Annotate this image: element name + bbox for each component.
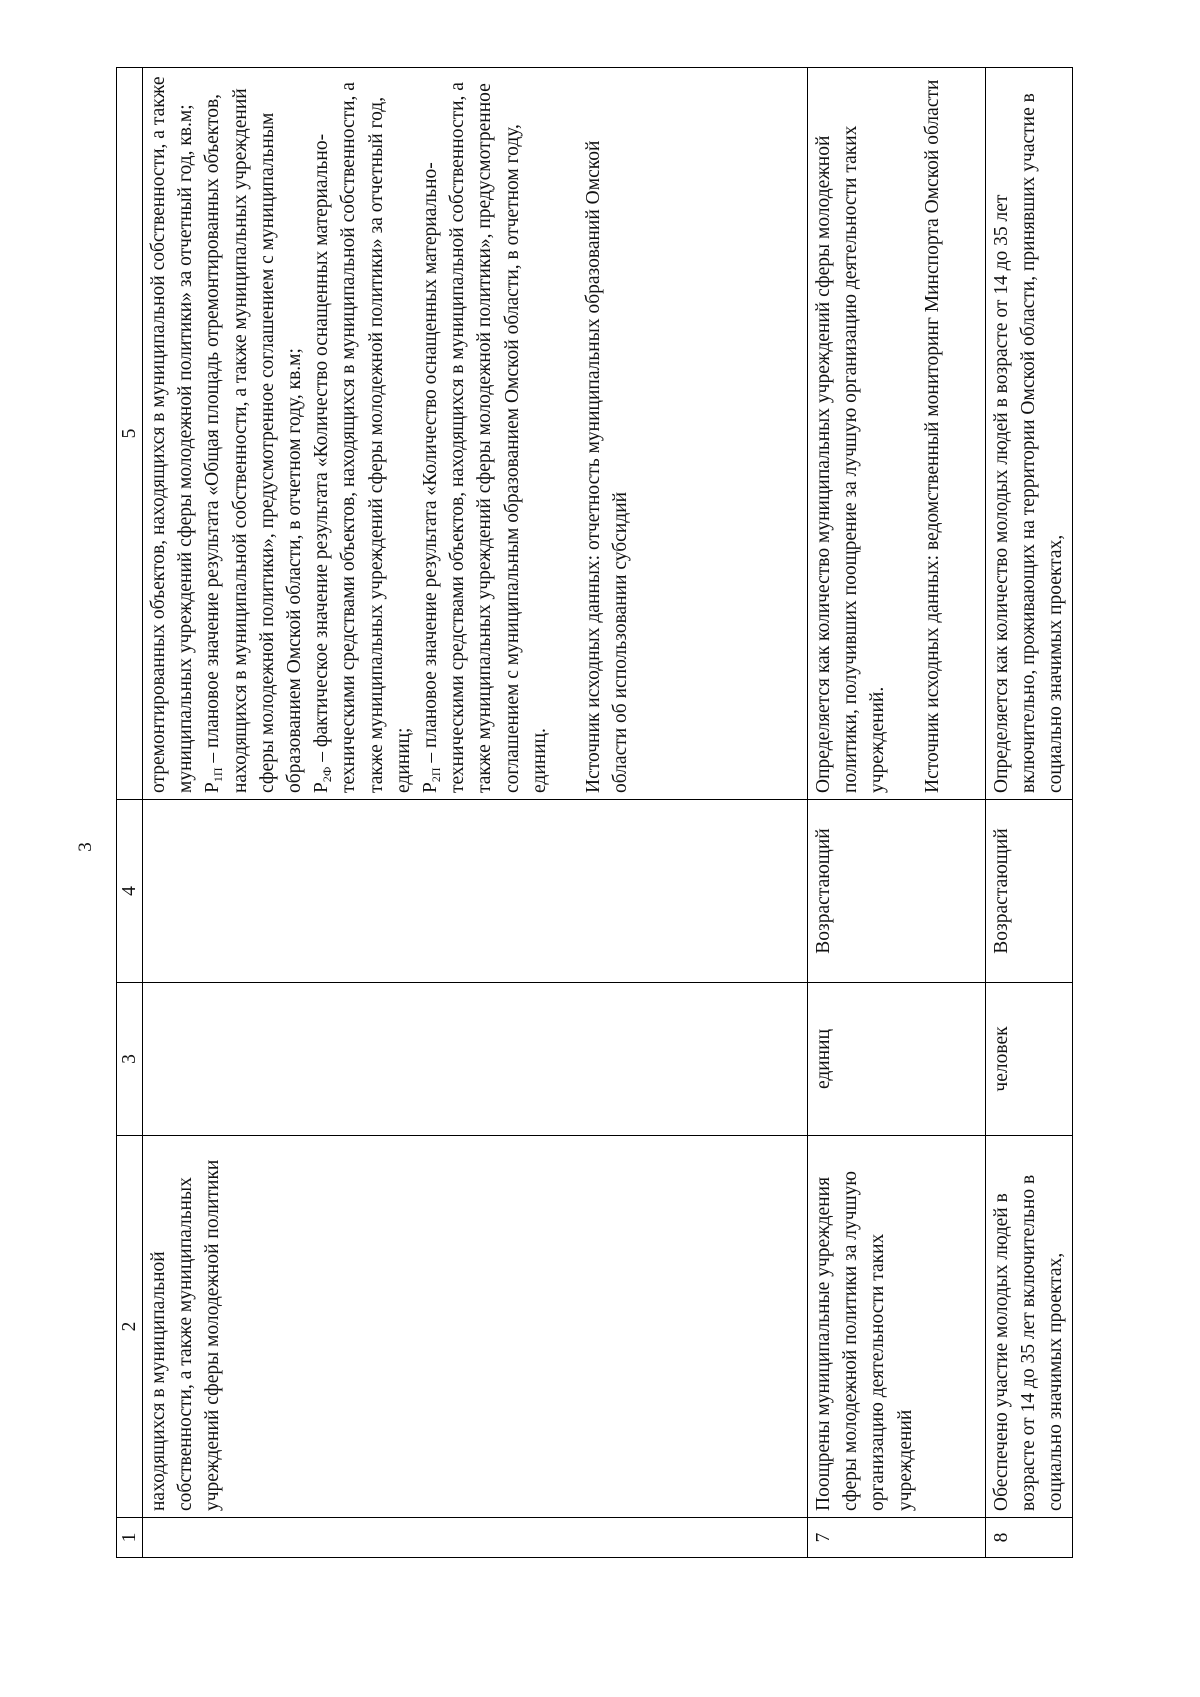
table-row — [808, 68, 986, 1558]
definition-cell — [986, 68, 1073, 800]
header-cell-1: 1 — [117, 1518, 143, 1558]
unit-cell — [143, 983, 808, 1136]
data-source-text: Источник исходных данных: отчетность муниципальных образований Омской области об использовании субсидий — [583, 140, 632, 793]
row-number: 7 — [808, 1518, 986, 1558]
definition-cell — [143, 68, 808, 800]
table-row — [143, 68, 808, 1558]
formula-variable-p2f: $P_{2Ф}$ – фактическое значение результата «Количество оснащенных материально-техническими средствами объектов, находящихся в муниципальной собственности, а также муниципальных учреждений сферы молодежной политики» за отчетный год, единиц; — [311, 82, 414, 793]
trend-cell — [143, 800, 808, 983]
formula-variable-p2p: $P_{2П}$ – плановое значение результата «Количество оснащенных материально-техническими средствами объектов, находящихся в муниципальной собственности, а также муниципальных учреждений сферы молодежной политики», предусмотренное соглашением с муниципальным образованием Омской области, в отчетном году, единиц. — [420, 82, 550, 793]
rotated-page-content — [116, 68, 1116, 1558]
row-number: 8 — [986, 1518, 1073, 1558]
row-number — [143, 1518, 808, 1558]
header-cell-4: 4 — [117, 800, 143, 983]
unit-cell: единиц — [808, 983, 986, 1136]
definition-text: Определяется как количество молодых людей в возрасте от 14 до 35 лет включительно, проживающих на территории Омской области, принявших участие в социально значимых проектах, — [991, 93, 1067, 793]
header-cell-3: 3 — [117, 983, 143, 1136]
definition-text: отремонтированных объектов, находящихся в муниципальной собственности, а также муниципальных учреждений сферы молодежной политики» за отчетный год, кв.м; — [148, 76, 197, 793]
trend-cell: Возрастающий — [808, 800, 986, 983]
indicator-name: Поощрены муниципальные учреждения сферы молодежной политики за лучшую организацию деятельности таких учреждений — [808, 1136, 986, 1518]
trend-cell: Возрастающий — [986, 800, 1073, 983]
table-header-row — [117, 68, 143, 1558]
variable-symbol: $P_{1П}$ — [202, 767, 226, 793]
definition-cell — [808, 68, 986, 800]
formula-variable-p1: $P_{1П}$ – плановое значение результата «Общая площадь отремонтированных объектов, находящихся в муниципальной собственности, а также муниципальных учреждений сферы молодежной политики», предусмотренное соглашением с муниципальным образованием Омской области, в отчетном году, кв.м; — [202, 88, 306, 793]
variable-symbol: $P_{2Ф}$ — [311, 766, 335, 793]
data-source-text: Источник исходных данных: ведомственный мониторинг Минспорта Омской области — [921, 79, 943, 793]
header-cell-5: 5 — [117, 68, 143, 800]
indicators-table — [116, 67, 1073, 1558]
table-row — [986, 68, 1073, 1558]
variable-symbol: $P_{2П}$ — [420, 767, 444, 793]
definition-text: Определяется как количество муниципальных учреждений сферы молодежной политики, получивших поощрение за лучшую организацию деятельности таких учреждений. — [813, 125, 889, 793]
header-cell-2: 2 — [117, 1136, 143, 1518]
indicator-name: находящихся в муниципальной собственности, а также муниципальных учреждений сферы молодежной политики — [143, 1136, 808, 1518]
unit-cell: человек — [986, 983, 1073, 1136]
page-number: 3 — [75, 842, 96, 852]
indicator-name: Обеспечено участие молодых людей в возрасте от 14 до 35 лет включительно в социально значимых проектах, — [986, 1136, 1073, 1518]
